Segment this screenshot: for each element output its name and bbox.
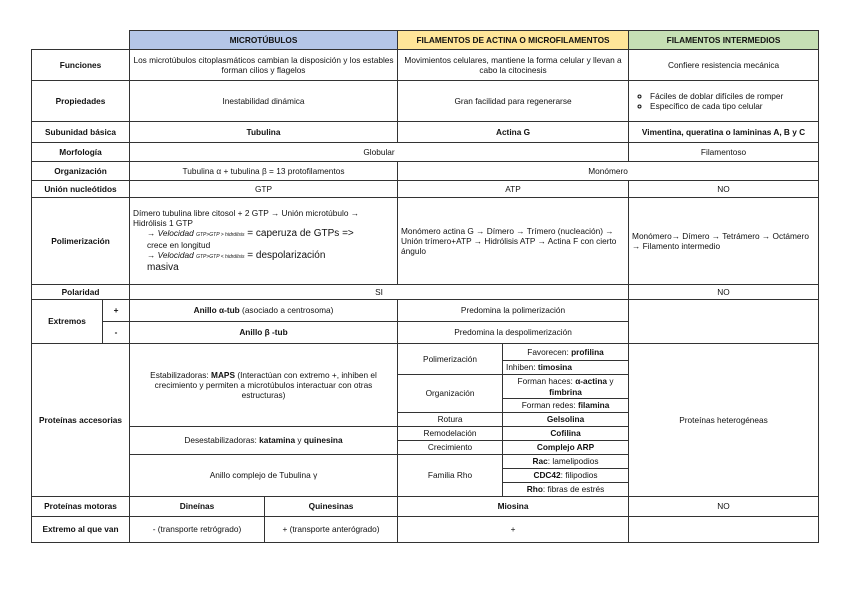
propiedades-micro: Inestabilidad dinámica (130, 81, 398, 122)
polimerizacion-actina: Monómero actina G → Dímero → Trímero (nucleación) → Unión trímero+ATP → Hidrólisis ATP → Actina F con cierto ángulo (398, 198, 629, 285)
actina-crecimiento-label: Crecimiento (398, 441, 503, 455)
actina-polimerizacion-label: Polimerización (398, 344, 503, 375)
subunidad-micro: Tubulina (130, 122, 398, 143)
header-empty (32, 31, 130, 50)
actina-rac: Rac: lamelipodios (503, 455, 629, 469)
proteinas-intermedios: Proteínas heterogéneas (629, 344, 819, 497)
polimerizacion-micro-line1: Dímero tubulina libre citosol + 2 GTP → Unión microtúbulo → Hidrólisis 1 GTP (133, 207, 360, 228)
label-minus: - (103, 322, 130, 344)
actina-cdc42: CDC42: filipodios (503, 469, 629, 483)
actina-inhiben: Inhiben: timosina (503, 361, 629, 375)
actina-remodelacion-label: Remodelación (398, 427, 503, 441)
propiedades-intermedios (629, 81, 819, 122)
actina-remodelacion-val: Cofilina (503, 427, 629, 441)
label-polimerizacion: Polimerización (32, 198, 130, 285)
cytoskeleton-table (31, 30, 819, 543)
row-subunidad (32, 122, 819, 143)
motoras-dineinas: Dineínas (130, 497, 265, 517)
proteinas-desestabilizadoras: Desestabilizadoras: katamina y quinesina (130, 427, 398, 455)
actina-rho: Rho: fibras de estrés (503, 483, 629, 497)
header-microtubulos: MICROTÚBULOS (130, 31, 398, 50)
label-plus: + (103, 300, 130, 322)
row-polaridad (32, 285, 819, 300)
funciones-micro: Los microtúbulos citoplasmáticos cambian la disposición y los estables forman cilios y flagelos (130, 50, 398, 81)
extremo-van-quinesinas: + (transporte anterógrado) (265, 517, 398, 543)
actina-rotura-val: Gelsolina (503, 413, 629, 427)
label-extremo-van: Extremo al que van (32, 517, 130, 543)
label-organizacion: Organización (32, 162, 130, 181)
label-polaridad: Polaridad (32, 285, 130, 300)
extremos-intermedios (629, 300, 819, 344)
union-actina: ATP (398, 181, 629, 198)
extremo-minus-micro: Anillo β -tub (130, 322, 398, 344)
row-organizacion (32, 162, 819, 181)
label-motoras: Proteínas motoras (32, 497, 130, 517)
propiedades-intermedios-item-1: ◦ Fáciles de doblar difíciles de romper (650, 91, 815, 101)
label-extremos: Extremos (32, 300, 103, 344)
extremo-van-miosina: + (398, 517, 629, 543)
organizacion-micro: Tubulina α + tubulina β = 13 protofilamentos (130, 162, 398, 181)
actina-organizacion-label: Organización (398, 375, 503, 413)
propiedades-actina: Gran facilidad para regenerarse (398, 81, 629, 122)
polimerizacion-micro-v1: → Velocidad GTP>GTP > hidrólisis = caperuza de GTPs => crece en longitud (147, 227, 354, 250)
funciones-intermedios: Confiere resistencia mecánica (629, 50, 819, 81)
polimerizacion-intermedios: Monómero→ Dímero → Tetrámero → Octámero → Filamento intermedio (629, 198, 819, 285)
organizacion-actina: Monómero (398, 162, 819, 181)
row-union (32, 181, 819, 198)
row-proteinas-1 (32, 344, 819, 361)
extremo-plus-actina: Predomina la polimerización (398, 300, 629, 322)
actina-crecimiento-val: Complejo ARP (503, 441, 629, 455)
actina-redes: Forman redes: filamina (503, 399, 629, 413)
union-intermedios: NO (629, 181, 819, 198)
row-extremo-van (32, 517, 819, 543)
actina-familia-label: Familia Rho (398, 455, 503, 497)
extremo-van-intermedios (629, 517, 819, 543)
polimerizacion-micro-v2: → Velocidad GTP>GTP < hidrólisis = despolarización masiva (147, 250, 326, 274)
row-motoras (32, 497, 819, 517)
header-row (32, 31, 819, 50)
morfologia-globular: Globular (130, 143, 629, 162)
actina-favorecen: Favorecen: profilina (503, 344, 629, 361)
proteinas-estabilizadoras: Estabilizadoras: MAPS (Interactúan con extremo +, inhiben el crecimiento y permiten a microtúbulos interactuar con otras estructuras) (130, 344, 398, 427)
row-propiedades (32, 81, 819, 122)
union-micro: GTP (130, 181, 398, 198)
label-funciones: Funciones (32, 50, 130, 81)
label-propiedades: Propiedades (32, 81, 130, 122)
actina-haces: Forman haces: α-actina y fimbrina (503, 375, 629, 399)
header-intermedios: FILAMENTOS INTERMEDIOS (629, 31, 819, 50)
motoras-quinesinas: Quinesinas (265, 497, 398, 517)
morfologia-intermedios: Filamentoso (629, 143, 819, 162)
extremo-plus-micro: Anillo α-tub (asociado a centrosoma) (130, 300, 398, 322)
extremo-minus-actina: Predomina la despolimerización (398, 322, 629, 344)
row-morfologia (32, 143, 819, 162)
row-polimerizacion (32, 198, 819, 285)
label-union: Unión nucleótidos (32, 181, 130, 198)
row-extremo-plus (32, 300, 819, 322)
motoras-intermedios: NO (629, 497, 819, 517)
subunidad-actina: Actina G (398, 122, 629, 143)
header-actina: FILAMENTOS DE ACTINA O MICROFILAMENTOS (398, 31, 629, 50)
polimerizacion-micro (130, 198, 398, 285)
subunidad-intermedios: Vimentina, queratina o lamininas A, B y C (629, 122, 819, 143)
polaridad-all: SI (130, 285, 629, 300)
label-proteinas: Proteínas accesorias (32, 344, 130, 497)
propiedades-intermedios-item-2: ◦ Específico de cada tipo celular (650, 101, 815, 111)
polaridad-intermedios: NO (629, 285, 819, 300)
extremo-van-dineinas: - (transporte retrógrado) (130, 517, 265, 543)
label-morfologia: Morfología (32, 143, 130, 162)
actina-rotura-label: Rotura (398, 413, 503, 427)
row-funciones (32, 50, 819, 81)
label-subunidad: Subunidad básica (32, 122, 130, 143)
motoras-miosina: Miosina (398, 497, 629, 517)
funciones-actina: Movimientos celulares, mantiene la forma celular y llevan a cabo la citocinesis (398, 50, 629, 81)
proteinas-anillo: Anillo complejo de Tubulina γ (130, 455, 398, 497)
